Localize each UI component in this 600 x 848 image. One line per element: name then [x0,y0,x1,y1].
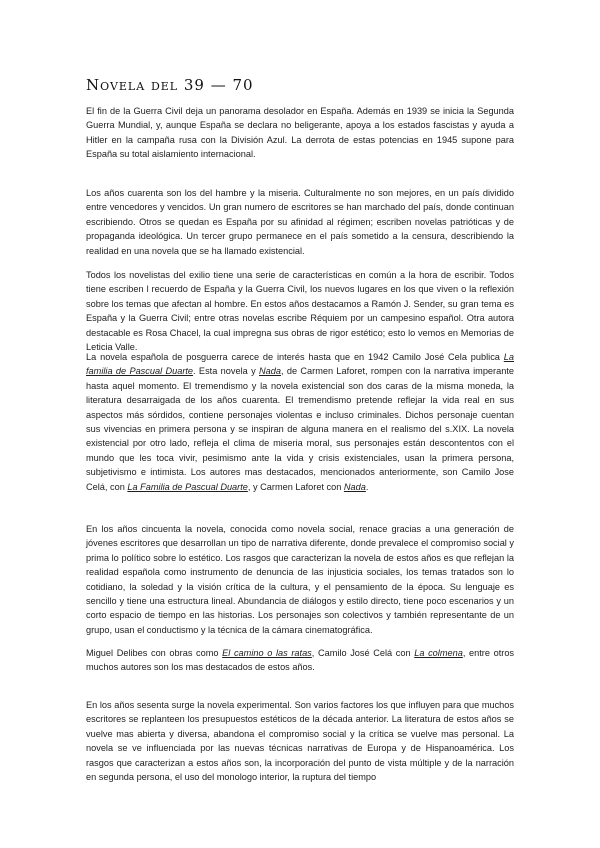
paragraph-7-text: En los años sesenta surge la novela experimental. Son varios factores los que influyen para que muchos escritores se replanteen los presupuestos estéticos de la década anterior. La literatura de estos años se vuelve mas abierta y diversa, abandona el compromiso social y la crítica se vuelve mas personal. La novela se ve influenciada por las nuevas técnicas narrativas de Europa y de Hispanoamérica. Los rasgos que caracterizan a estos años son, la incorporación del punto de vista múltiple y de la narración en segunda persona, el uso del monologo interior, la ruptura del tiempo [86,700,514,783]
paragraph-1 [86,104,514,162]
paragraph-5 [86,522,514,637]
paragraph-4-text: La novela española de posguerra carece de interés hasta que en 1942 Camilo José Cela publica La familia de Pascual Duarte. Esta novela y Nada, de Carmen Laforet, rompen con la narrativa imperante hasta aquel momento. El tremendismo y la novela existencial son dos caras de la misma moneda, la literatura desarraigada de los años cuarenta. El tremendismo pretende reflejar la vida real en sus aspectos más sórdidos, contiene personajes violentas e incluso criminales. Dichos personaje cuentan sus vivencias en primera persona y se inspiran de alguna manera en el realismo del s.XIX. La novela existencial por otro lado, refleja el clima de miseria moral, sus personajes están descontentos con el mundo que les toca vivir, pesimismo ante la vida y crisis existenciales, usan la primera persona, subjetivismo e intimista. Los autores mas destacados, mencionados anteriormente, son Camilo Jose Celá, con La Familia de Pascual Duarte, y Carmen Laforet con Nada. [86,352,514,492]
paragraph-2 [86,186,514,258]
book-title-link: La Familia de Pascual Duarte [127,481,248,492]
paragraph-2-text: Los años cuarenta son los del hambre y la miseria. Culturalmente no son mejores, en un país dividido entre vencedores y vencidos. Un gran numero de escritores se han marchado del país, donde continuan escribiendo. Otros se quedan es España por su afinidad al régimen; escriben novelas patrióticas y de propaganda ideológica. Un tercer grupo permanece en el país sometido a la censura, describiendo la realidad en una novela que se ha llamado existencial. [86,188,514,256]
book-title-link: Nada [259,366,281,377]
paragraph-1-text: El fin de la Guerra Civil deja un panorama desolador en España. Además en 1939 se inicia la Segunda Guerra Mundial, y, aunque España se declara no beligerante, apoya a los estados fascistas y ayuda a Hitler en la campaña rusa con la División Azul. La derrota de estas potencias en 1945 supone para España su total aislamiento internacional. [86,106,514,160]
paragraph-4 [86,350,514,494]
book-title-link: El camino o las ratas [222,648,312,658]
page-title: Novela del 39 — 70 [86,76,254,94]
paragraph-3-text: Todos los novelistas del exilio tiene una serie de características en común a la hora de escribir. Todos tiene escriben l recuerdo de España y la Guerra Civil, los nuevos lugares en los que viven o la reflexión sobre los temas que afectan al hombre. En estos años destacamos a Ramón J. Sender, su gran tema es España y la Guerra Civil; entre otras novelas escribe Réquiem por un campesino español. Otra autora destacable es Rosa Chacel, la cual impregna sus obras de rigor estético; esto lo vemos en Memorias de Leticia Valle. [86,270,514,353]
paragraph-7 [86,698,514,784]
paragraph-6-text: Miguel Delibes con obras como El camino o las ratas, Camilo José Celá con La colmena, entre otros muchos autores son los mas destacados de estos años. [86,648,515,673]
paragraph-6 [86,646,514,675]
book-title-link: La colmena [414,648,463,658]
paragraph-5-text: En los años cincuenta la novela, conocida como novela social, renace gracias a una generación de jóvenes escritores que desarrollan un tipo de narrativa diferente, donde prevalece el compromiso social y prima lo político sobre lo estético. Los rasgos que caracterizan la novela de estos años es que reflejan la realidad española como instrumento de denuncia de las injusticia sociales, los temas tratados son lo cotidiano, la soledad y la visión crítica de la cultura, y el pensamiento de la época. Su lenguaje es sencillo y tiene una estructura lineal. Abundancia de diálogos y estilo directo, tiene poco escenarios y un corto espacio de tiempo en las historias. Los personajes son colectivos y también representante de un grupo, usan el conductismo y la técnica de la cámara cinematográfica. [86,524,514,635]
book-title-link: La familia de Pascual Duarte [86,352,514,377]
paragraph-3 [86,268,514,354]
book-title-link: Nada [343,481,366,492]
